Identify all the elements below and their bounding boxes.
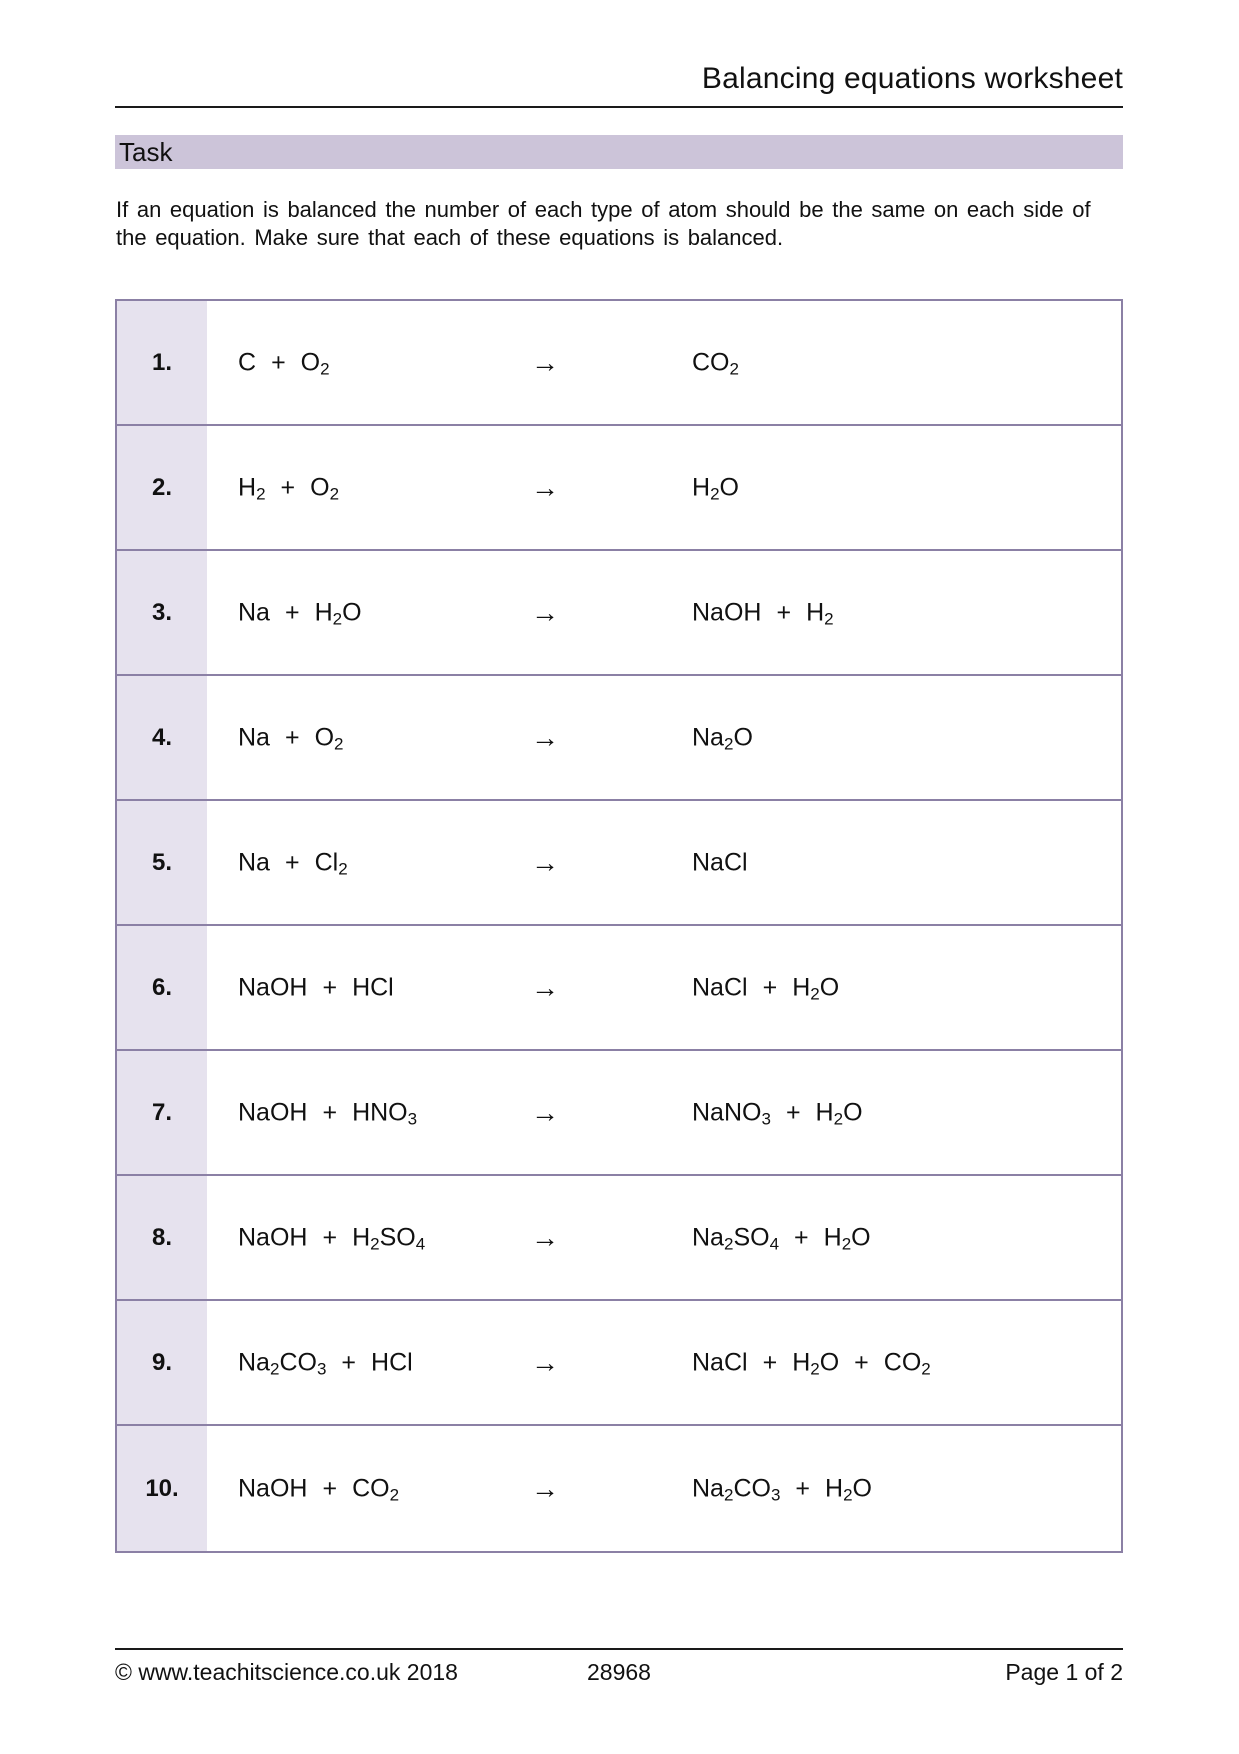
equation-cell: [207, 1426, 1121, 1551]
equation-cell: [207, 676, 1121, 799]
plus-sign: +: [271, 348, 286, 376]
right-arrow-icon: →: [531, 971, 559, 1003]
right-arrow-icon: →: [531, 1472, 559, 1504]
equation-products: $Na_2CO_3 + H_2O$: [692, 1474, 872, 1505]
right-arrow-icon: →: [531, 596, 559, 628]
equation-cell: [207, 801, 1121, 924]
row-number: 5.: [117, 801, 207, 924]
equation-cell: [207, 551, 1121, 674]
table-row: [117, 1051, 1121, 1176]
footer: [115, 1659, 1123, 1686]
right-arrow-icon: →: [531, 846, 559, 878]
equation-products: NaCl + $H_2O + CO_2$: [692, 1348, 931, 1379]
equation-products: NaCl: [692, 848, 748, 876]
plus-sign: +: [322, 1223, 338, 1251]
row-number: 1.: [117, 301, 207, 424]
equation-reactants: $C + O_2$: [238, 348, 330, 379]
plus-sign: +: [854, 1348, 869, 1376]
row-number: 2.: [117, 426, 207, 549]
instructions-line-2: the equation. Make sure that each of these equations is balanced.: [116, 225, 784, 250]
equation-reactants: $H_2 + O_2$: [238, 473, 340, 504]
equation-reactants: $Na + O_2$: [238, 723, 344, 754]
equations-table: [115, 299, 1123, 1553]
equation-reactants: $Na + Cl_2$: [238, 848, 348, 879]
equation-reactants: NaOH + $H_2SO_4$: [238, 1223, 426, 1254]
plus-sign: +: [341, 1348, 357, 1376]
table-row: [117, 1176, 1121, 1301]
equation-products: $CO_2$: [692, 348, 739, 379]
plus-sign: +: [762, 973, 778, 1001]
equation-reactants: NaOH + HCl: [238, 973, 394, 1001]
equation-products: $Na_2O$: [692, 723, 753, 754]
table-row: [117, 301, 1121, 426]
equation-cell: [207, 926, 1121, 1049]
row-number: 8.: [117, 1176, 207, 1299]
right-arrow-icon: →: [531, 346, 559, 378]
equation-reactants: NaOH + $HNO_3$: [238, 1098, 418, 1129]
footer-resource-id: 28968: [587, 1659, 651, 1685]
right-arrow-icon: →: [531, 721, 559, 753]
right-arrow-icon: →: [531, 471, 559, 503]
task-label: Task: [119, 136, 173, 167]
plus-sign: +: [785, 1098, 801, 1126]
right-arrow-icon: →: [531, 1096, 559, 1128]
row-number: 4.: [117, 676, 207, 799]
plus-sign: +: [322, 1098, 338, 1126]
row-number: 7.: [117, 1051, 207, 1174]
equation-cell: [207, 1301, 1121, 1424]
plus-sign: +: [280, 473, 296, 501]
equation-cell: [207, 426, 1121, 549]
footer-rule: [115, 1648, 1123, 1650]
page-title: Balancing equations worksheet: [701, 62, 1123, 95]
equation-reactants: NaOH + $CO_2$: [238, 1474, 400, 1505]
equation-products: NaNO$_3$ + $H_2O$: [692, 1098, 863, 1129]
right-arrow-icon: →: [531, 1346, 559, 1378]
plus-sign: +: [284, 723, 300, 751]
plus-sign: +: [762, 1348, 778, 1376]
table-row: [117, 1301, 1121, 1426]
row-number: 10.: [117, 1426, 207, 1551]
row-number: 6.: [117, 926, 207, 1049]
footer-page-number: Page 1 of 2: [1005, 1659, 1123, 1685]
equation-cell: [207, 1051, 1121, 1174]
plus-sign: +: [795, 1474, 811, 1502]
plus-sign: +: [322, 973, 338, 1001]
plus-sign: +: [322, 1474, 338, 1502]
row-number: 9.: [117, 1301, 207, 1424]
equation-products: $H_2O$: [692, 473, 739, 504]
equation-reactants: $Na + H_2O$: [238, 598, 362, 629]
table-row: [117, 1426, 1121, 1551]
plus-sign: +: [284, 598, 300, 626]
table-row: [117, 426, 1121, 551]
right-arrow-icon: →: [531, 1221, 559, 1253]
equation-products: $Na_2SO_4 + H_2O$: [692, 1223, 871, 1254]
equation-products: NaCl + $H_2O$: [692, 973, 840, 1004]
footer-copyright: © www.teachitscience.co.uk 2018: [115, 1659, 458, 1685]
header-rule: [115, 106, 1123, 108]
row-number: 3.: [117, 551, 207, 674]
instructions-line-1: If an equation is balanced the number of each type of atom should be the same on each side of: [116, 197, 1091, 222]
equation-cell: [207, 1176, 1121, 1299]
plus-sign: +: [284, 848, 300, 876]
table-row: [117, 676, 1121, 801]
equation-reactants: $Na_2CO_3$ + HCl: [238, 1348, 413, 1379]
equation-products: NaOH + $H_2$: [692, 598, 834, 629]
plus-sign: +: [794, 1223, 809, 1251]
table-row: [117, 801, 1121, 926]
task-band: [115, 135, 1123, 169]
equation-cell: [207, 301, 1121, 424]
table-row: [117, 926, 1121, 1051]
instructions-text: [116, 196, 1126, 252]
table-row: [117, 551, 1121, 676]
plus-sign: +: [776, 598, 792, 626]
